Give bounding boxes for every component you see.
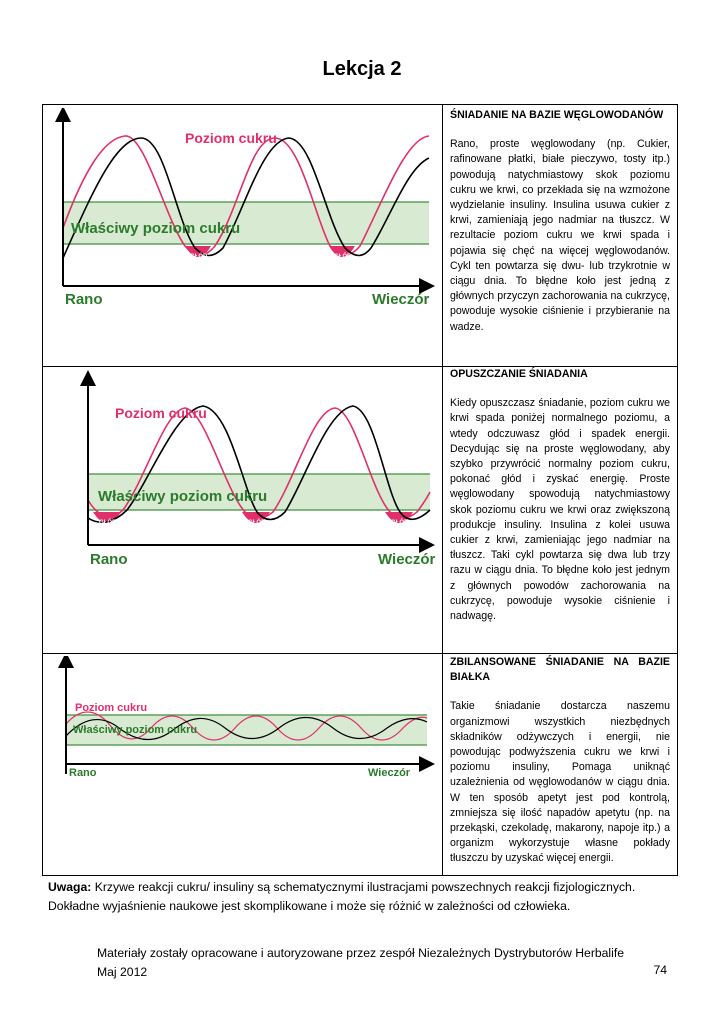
- section-heading: ŚNIADANIE NA BAZIE WĘGLOWODANÓW: [450, 109, 664, 121]
- chart-protein-breakfast: [45, 656, 439, 874]
- footer-date: Maj 2012: [97, 965, 148, 979]
- proper-level-label: Właściwy poziom cukru: [71, 220, 241, 237]
- note: [48, 878, 678, 916]
- section-body: Takie śniadanie dostarcza naszemu organizmowi wszystkich niezbędnych składników odżywczych i energii, nie powodując podwyższenia cukru we krwi i poziomu insuliny, Pomaga uniknąć uzależnienia od węglowodanów w ciągu dnia. W ten sposób apetyt jest pod kontrolą, zmniejsza się ilość napadów apetytu (np. na przekąski, czekoladę, makarony, napoje itp.) a organizm wykorzystuje własne pokłady tłuszczu by uzyskać więcej energii.: [450, 700, 670, 865]
- page-number: 74: [653, 963, 667, 977]
- table-row-divider: [42, 653, 678, 654]
- note-label: Uwaga:: [48, 880, 92, 894]
- x-start-label: Rano: [69, 767, 97, 779]
- footer-line: Materiały zostały opracowane i autoryzowane przez zespół Niezależnych Dystrybutorów Herbalife: [97, 946, 625, 960]
- x-end-label: Wieczór: [378, 551, 436, 568]
- section-heading: ZBILANSOWANE ŚNIADANIE NA BAZIE BIAŁKA: [450, 656, 670, 684]
- x-end-label: Wieczór: [372, 291, 430, 308]
- note-text: Krzywe reakcji cukru/ insuliny są schematycznymi ilustracjami powszechnych reakcji fizjologicznych. Dokładne wyjaśnienie naukowe jest skomplikowane i może się różnić w zależności od człowieka.: [48, 880, 636, 913]
- proper-level-label: Właściwy poziom cukru: [73, 724, 198, 736]
- page-title: Lekcja 2: [322, 58, 402, 80]
- sugar-level-label: Poziom cukru: [115, 405, 207, 421]
- proper-level-label: Właściwy poziom cukru: [98, 488, 268, 505]
- section-body: Rano, proste węglowodany (np. Cukier, rafinowane płatki, białe pieczywo, tosty itp.) powodują natychmiastowy skok poziomu cukru we krwi, co przekłada się na wzmożone wydzielanie insuliny. Insulina usuwa cukier z krwi, zamieniają jego nadmiar na tłuszcz. W rezultacie poziom cukru we krwi spada i pojawia się chęć na więcej węglowodanów. Cykl ten powtarza się dwu- lub trzykrotnie w ciągu dnia. To błędne koło jest jedną z głównych przyczyn zachorowania na cukrzycę, powoduje wysokie ciśnienie i przybieranie na wadze.: [450, 138, 670, 333]
- chart-skipping-breakfast: [45, 370, 439, 650]
- footer: [97, 944, 667, 982]
- section-text: [450, 367, 670, 624]
- x-end-label: Wieczór: [368, 767, 411, 779]
- sugar-level-label: Poziom cukru: [75, 702, 148, 714]
- section-heading: OPUSZCZANIE ŚNIADANIA: [450, 368, 588, 380]
- hunger-label: GŁÓD: [99, 520, 117, 526]
- section-text: [450, 108, 670, 335]
- hunger-label: GŁÓD: [334, 254, 352, 260]
- hunger-label: GŁÓD: [190, 254, 208, 260]
- section-body: Kiedy opuszczasz śniadanie, poziom cukru we krwi spada poniżej normalnego poziomu, a wtedy odczuwasz głód i spadek energii. Decydując się na proste węglowodany, aby szybko przywrócić normalny poziom cukru, pokonać głód i zyskać energię. Proste węglowodany spowodują natychmiastowy skok poziomu cukru we krwi oraz zwiększoną produkcje insuliny. Insulina z kolei usuwa cukier z krwi, zamieniając jego nadmiar na tłuszcz. Taki cykl powtarza się dwa lub trzy razu w ciągu dnia. To błędne koło jest jednym z głównych powodów zachorowania na cukrzycę, powoduje wysokie ciśnienie i nadwagę.: [450, 397, 670, 623]
- x-start-label: Rano: [90, 551, 128, 568]
- sugar-level-label: Poziom cukru: [185, 130, 277, 146]
- x-start-label: Rano: [65, 291, 103, 308]
- hunger-label: GŁÓD: [391, 520, 409, 526]
- chart-carb-breakfast: [45, 108, 439, 363]
- hunger-label: GŁÓD: [248, 520, 266, 526]
- section-text: [450, 655, 670, 867]
- table-column-divider: [442, 104, 443, 876]
